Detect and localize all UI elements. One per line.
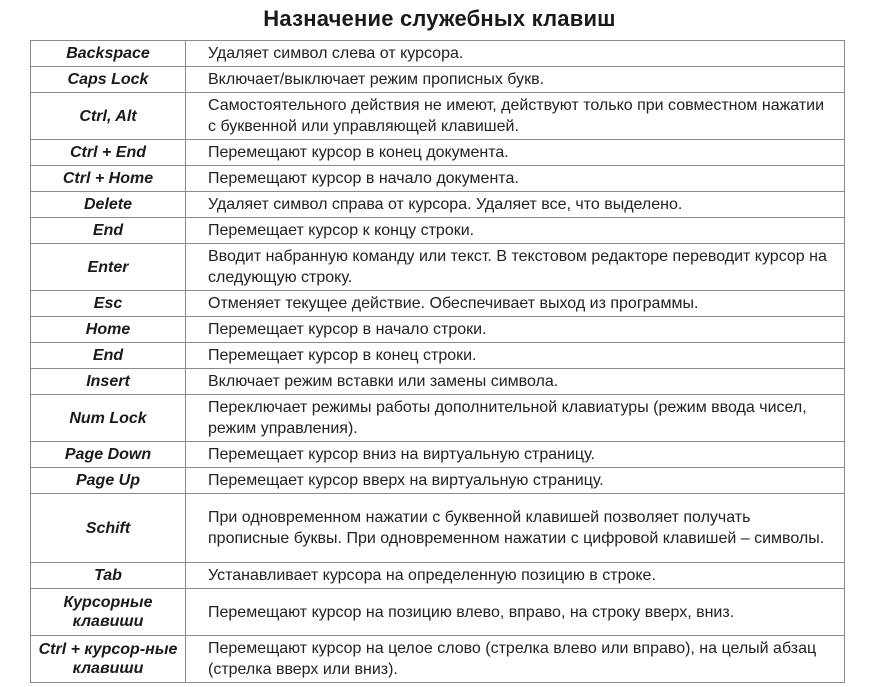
table-row: [31, 192, 845, 218]
key-description: Перемещают курсор на позицию влево, вправо, на строку вверх, вниз.: [186, 589, 845, 636]
table-row: [31, 369, 845, 395]
key-description: Перемещает курсор вниз на виртуальную страницу.: [186, 442, 845, 468]
table-row: [31, 166, 845, 192]
key-name: Enter: [31, 244, 186, 291]
key-description: Перемещает курсор к концу строки.: [186, 218, 845, 244]
table-row: [31, 395, 845, 442]
key-name: Ctrl + Home: [31, 166, 186, 192]
key-name: Page Up: [31, 468, 186, 494]
table-row: [31, 41, 845, 67]
table-row: [31, 244, 845, 291]
page-title: Назначение служебных клавиш: [263, 6, 616, 31]
key-description: Самостоятельного действия не имеют, действуют только при совместном нажатии с буквенной или управляющей клавишей.: [186, 93, 845, 140]
table-row: [31, 442, 845, 468]
table-row: [31, 494, 845, 563]
key-description: Переключает режимы работы дополнительной клавиатуры (режим ввода чисел, режим управления).: [186, 395, 845, 442]
key-description: Перемещают курсор на целое слово (стрелка влево или вправо), на целый абзац (стрелка вверх или вниз).: [186, 636, 845, 683]
key-description: Вводит набранную команду или текст. В текстовом редакторе переводит курсор на следующую строку.: [186, 244, 845, 291]
key-description: Включает/выключает режим прописных букв.: [186, 67, 845, 93]
key-description: Удаляет символ справа от курсора. Удаляет все, что выделено.: [186, 192, 845, 218]
key-name: Caps Lock: [31, 67, 186, 93]
key-name: Tab: [31, 563, 186, 589]
table-row: [31, 67, 845, 93]
table-row: [31, 636, 845, 683]
key-description: Перемещает курсор в начало строки.: [186, 317, 845, 343]
key-name: Esc: [31, 291, 186, 317]
keys-table: [30, 40, 845, 683]
key-name: Ctrl + End: [31, 140, 186, 166]
key-name: End: [31, 218, 186, 244]
table-row: [31, 140, 845, 166]
key-name: Курсорные клавиши: [31, 589, 186, 636]
key-description: Перемещают курсор в начало документа.: [186, 166, 845, 192]
table-row: [31, 218, 845, 244]
key-description: Удаляет символ слева от курсора.: [186, 41, 845, 67]
table-row: [31, 291, 845, 317]
table-row: [31, 563, 845, 589]
table-row: [31, 93, 845, 140]
table-row: [31, 317, 845, 343]
key-name: Home: [31, 317, 186, 343]
key-description: Перемещает курсор вверх на виртуальную страницу.: [186, 468, 845, 494]
table-row: [31, 468, 845, 494]
key-name: End: [31, 343, 186, 369]
key-description: Отменяет текущее действие. Обеспечивает выход из программы.: [186, 291, 845, 317]
table-row: [31, 343, 845, 369]
table-row: [31, 589, 845, 636]
key-description: При одновременном нажатии с буквенной клавишей позволяет получать прописные буквы. При одновременном нажатии с цифровой клавишей – символы.: [186, 494, 845, 563]
key-name: Insert: [31, 369, 186, 395]
key-name: Page Down: [31, 442, 186, 468]
key-name: Schift: [31, 494, 186, 563]
key-description: Включает режим вставки или замены символа.: [186, 369, 845, 395]
key-description: Перемещают курсор в конец документа.: [186, 140, 845, 166]
key-name: Ctrl + курсор-ные клавиши: [31, 636, 186, 683]
key-description: Перемещает курсор в конец строки.: [186, 343, 845, 369]
key-name: Delete: [31, 192, 186, 218]
key-name: Ctrl, Alt: [31, 93, 186, 140]
key-name: Backspace: [31, 41, 186, 67]
key-description: Устанавливает курсора на определенную позицию в строке.: [186, 563, 845, 589]
key-name: Num Lock: [31, 395, 186, 442]
